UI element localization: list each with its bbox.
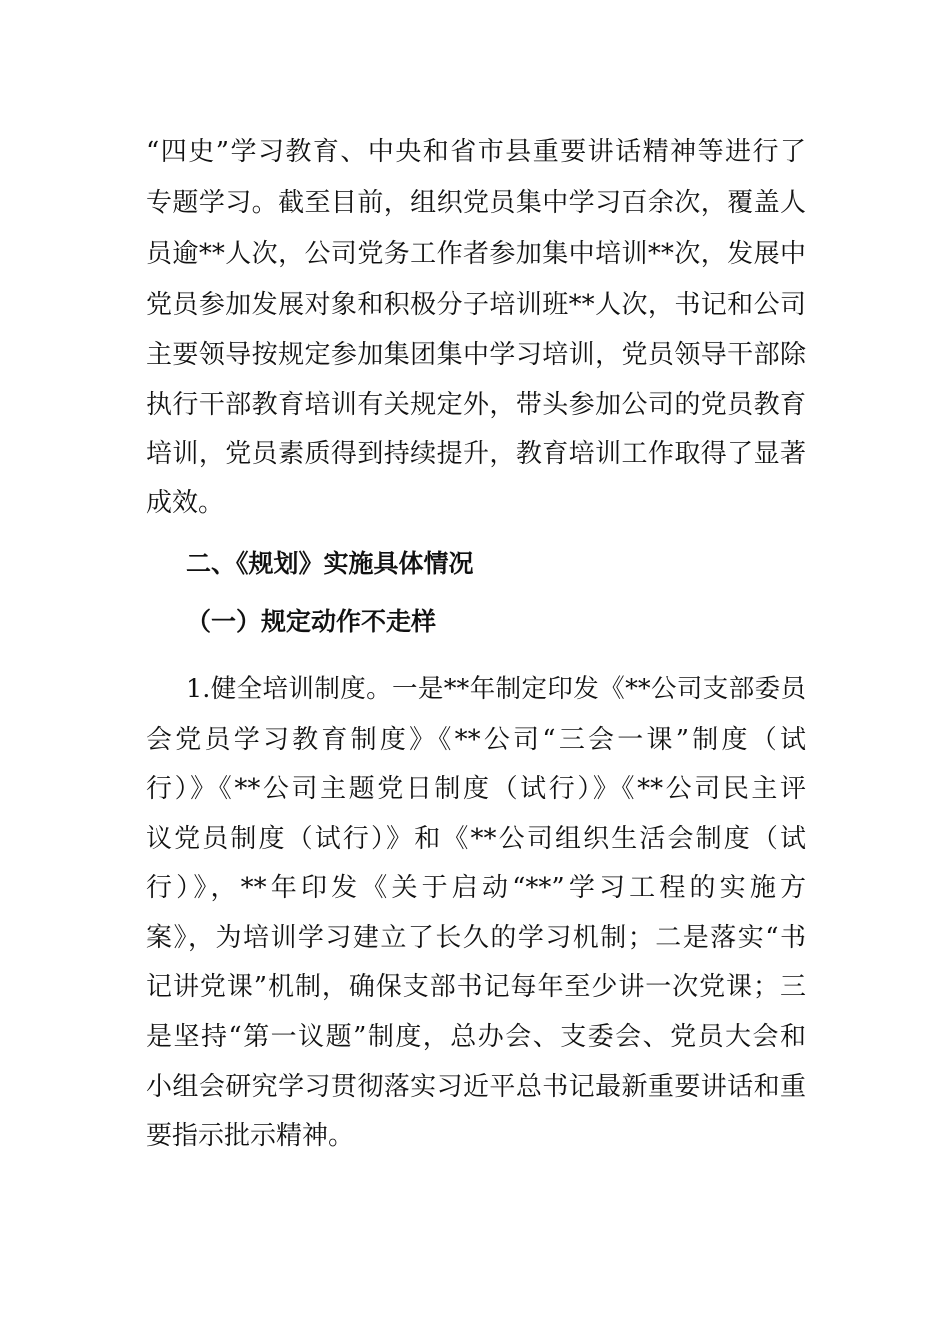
paragraph-2-line-5: 行）》，**年印发《关于启动“**”学习工程的实施方 [146,873,806,903]
paragraph-2-line-7: 记讲党课”机制，确保支部书记每年至少讲一次党课；三 [146,972,806,1002]
section-heading: 二、《规划》实施具体情况 [186,549,474,578]
paragraph-1-line-4: 党员参加发展对象和积极分子培训班**人次，书记和公司 [146,290,806,320]
paragraph-2-line-4: 议党员制度（试行）》和《**公司组织生活会制度（试 [146,824,806,854]
paragraph-1-line-3: 员逾**人次，公司党务工作者参加集中培训**次，发展中 [146,239,806,269]
paragraph-2-line-6: 案》，为培训学习建立了长久的学习机制；二是落实“书 [146,923,806,953]
paragraph-1-line-1: “四史”学习教育、中央和省市县重要讲话精神等进行了 [146,137,806,167]
paragraph-1-line-2: 专题学习。截至目前，组织党员集中学习百余次，覆盖人 [146,188,806,218]
subsection-heading: （一）规定动作不走样 [186,607,437,636]
paragraph-1-line-5: 主要领导按规定参加集团集中学习培训，党员领导干部除 [146,340,806,370]
paragraph-1-line-8: 成效。 [146,488,225,518]
paragraph-2-line-1: 1.健全培训制度。一是**年制定印发《**公司支部委员 [186,674,806,704]
paragraph-2-line-3: 行）》《**公司主题党日制度（试行）》《**公司民主评 [146,774,806,804]
paragraph-2-line-8: 是坚持“第一议题”制度，总办会、支委会、党员大会和 [146,1022,806,1052]
paragraph-2-line-2: 会党员学习教育制度》《**公司“三会一课”制度（试 [146,725,806,755]
paragraph-1-line-6: 执行干部教育培训有关规定外，带头参加公司的党员教育 [146,390,806,420]
paragraph-1-line-7: 培训，党员素质得到持续提升，教育培训工作取得了显著 [146,439,806,469]
paragraph-2-line-10: 要指示批示精神。 [146,1121,355,1151]
paragraph-2-line-9: 小组会研究学习贯彻落实习近平总书记最新重要讲话和重 [146,1072,806,1102]
